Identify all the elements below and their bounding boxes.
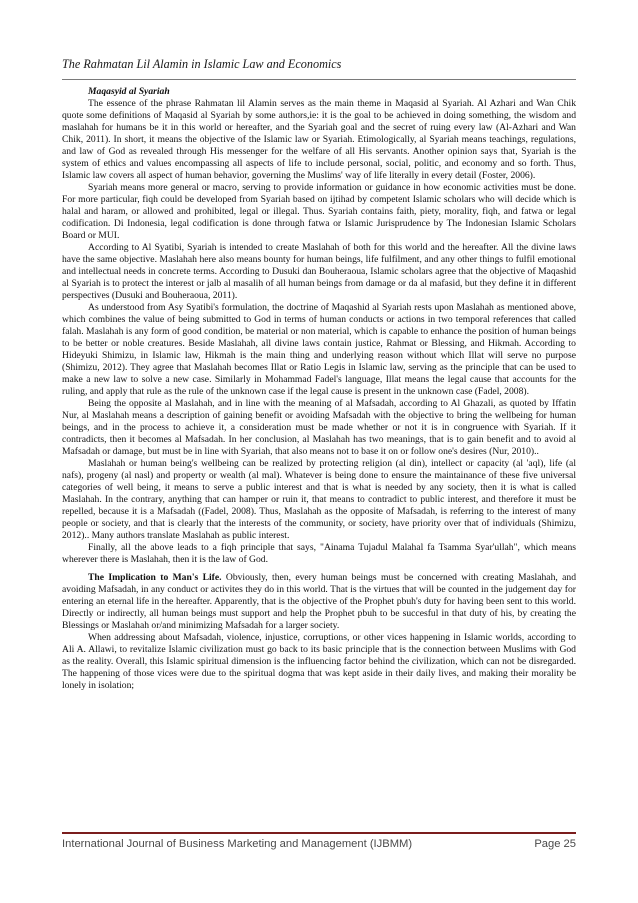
implication-text: Obviously, then, every human beings must be concerned with creating Maslahah, and avoiding Mafsadah, in any conduct or activites they do in this world. That is the virtues that will be counted in the judgement day for entering an eternal life in the hereafter. Apparently, that is the objective of the Prophet pbuh's duty for having been sent to this world. Directly or indirectly, all human beings must support and help the Prophet pbuh to be succesful in that duty of his, by creating the Blessings or Maslahah or/and minimizing Mafsadah for a larger society. [62,572,576,631]
footer [62,838,576,850]
paragraph: Maslahah or human being's wellbeing can be realized by protecting religion (al din), intellect or capacity (al 'aql), life (al nafs), progeny (al nasl) and property or wealth (al mal). Whatever is being done to ensure the maintainance of these five universal categories of well being, it means to serve a public interest and that is what is needed by any society, then it is what is called Maslahah. In the contrary, anything that can hamper or ruin it, that means to contradict to public interest, and therefore it must be repelled, because it is a Mafsadah ((Fadel, 2008). Thus, Maslahah as the opposite of Mafsadah, is referring to the interest of many people or society, and that is clearly that the interests of the community, or society, have priority over that of individuals (Shimizu, 2012).. Many authors translate Maslahah as public interest. [62,458,576,541]
paragraph: As understood from Asy Syatibi's formulation, the doctrine of Maqashid al Syariah rests upon Maslahah as mentioned above, which combines the value of being submitted to God in terms of human conducts or actions in two temporal references that called falah. Maslahah is any form of good condition, be material or non material, which is capable to enhance the position of human beings to be better or noble creatures. Beside Maslahah, all divine laws contain justice, Rahmat or Blessing, and Hikmah. According to Hideyuki Shimizu, in Islamic law, Hikmah is the main thing and underlying reason without which Illat will serve no purpose (Shimizu, 2012). They agree that Maslahah becomes Illat or Ratio Legis in Islamic law, serving as the principle that can be used to make a new law to solve a new case. Similarly in Mohammad Fadel's language, Illat means the legal cause that accounts for the ruling, and apply that rule as the rule of the unknown case if the legal cause is present in the unknown case (Fadel, 2008). [62,302,576,397]
section-heading: Maqasyid al Syariah [88,86,170,97]
article-body [62,86,576,692]
paragraph: Being the opposite al Maslahah, and in line with the meaning of al Mafsadah, according to Al Ghazali, as quoted by Iffatin Nur, al Maslahah means a description of gaining benefit or avoiding Mafsadah with the objective to bring the wellbeing for human beings, and in the process to achieve it, a consideration must be made whether or not it is in congruence with Syariah. If it contradicts, then it becomes al Mafsadah. In her conclusion, al Maslahah has two meanings, that is to gain benefit and to avoid al Mafsadah or damage, but must be in line with Syariah, that also means not to base it on or follow one's desires (Nur, 2010).. [62,398,576,457]
paragraph: Syariah means more general or macro, serving to provide information or guidance in how economic activities must be done. For more particular, fiqh could be developed from Syariah based on ijtihad by competent Islamic scholars who will decide which is halal and haram, or allowed and prohibited, legal or illegal. Thus. Syariah contains faith, piety, morality, fiqh, and fatwa or legal codification. Di Indonesia, legal codification is done through fatwa or Islamic Jurisprudence by The Indonesian Islamic Scholars Board or MUI. [62,182,576,241]
page-number: Page 25 [534,838,576,850]
implication-heading: The Implication to Man's Life. [88,572,222,583]
paragraph: Finally, all the above leads to a fiqh principle that says, "Ainama Tujadul Malahal fa Tsamma Syar'ullah", which means wherever there is Maslahah, then it is the law of God. [62,542,576,565]
header-divider [62,79,576,80]
paragraph: When addressing about Mafsadah, violence, injustice, corruptions, or other vices happening in Islamic worlds, according to Ali A. Allawi, to revitalize Islamic civilization must go back to its basic principle that is the connection between Muslims with God as the reality. Overall, this Islamic spiritual dimension is the influencing factor behind the civilization, which can not be disregarded. The happening of those vices were due to the spiritual dogma that was kept aside in their daily lives, and making their morality be lonely in isolation; [62,632,576,691]
paragraph [62,572,576,632]
footer-divider [62,832,576,834]
journal-name: International Journal of Business Marketing and Management (IJBMM) [62,838,413,850]
paragraph: The essence of the phrase Rahmatan lil Alamin serves as the main theme in Maqasid al Syariah. Al Azhari and Wan Chik quote some definitions of Maqasid al Syariah by some authors,ie: it is the goal to be achieved in doing something, the wisdom and maslahah for humans be it in this world or hereafter, and the Syariah goal and the secret of ruing every law (Al-Azhari and Wan Chik, 2011). In short, it means the objective of the Islamic law or Syariah. Etimologically, al Syariah means teachings, regulations, and law of God as revealed through His messenger for the welfare of all His servants. Another opinion says that, Syariah is the system of ethics and values encompassing all aspects of life to include personal, social, politic, and economy and so forth. Thus, Islamic law covers all aspect of human behavior, governing the Muslims' way of life literally in every detail (Foster, 2006). [62,98,576,181]
paragraph: According to Al Syatibi, Syariah is intended to create Maslahah of both for this world and the hereafter. All the divine laws have the same objective. Maslahah here also means bounty for human beings, life fulfilment, and any other things to fulfil emotional and intellectual needs in concrete terms. According to Dusuki dan Bouheraoua, Islamic scholars agree that the objective of Maqashid al Syariah is to protect the interest or jalb al masalih of all human beings from damage or da al mafasid, but they define it in different perspectives (Dusuki and Bouheraoua, 2011). [62,242,576,301]
running-title: The Rahmatan Lil Alamin in Islamic Law and Economics [62,57,342,71]
